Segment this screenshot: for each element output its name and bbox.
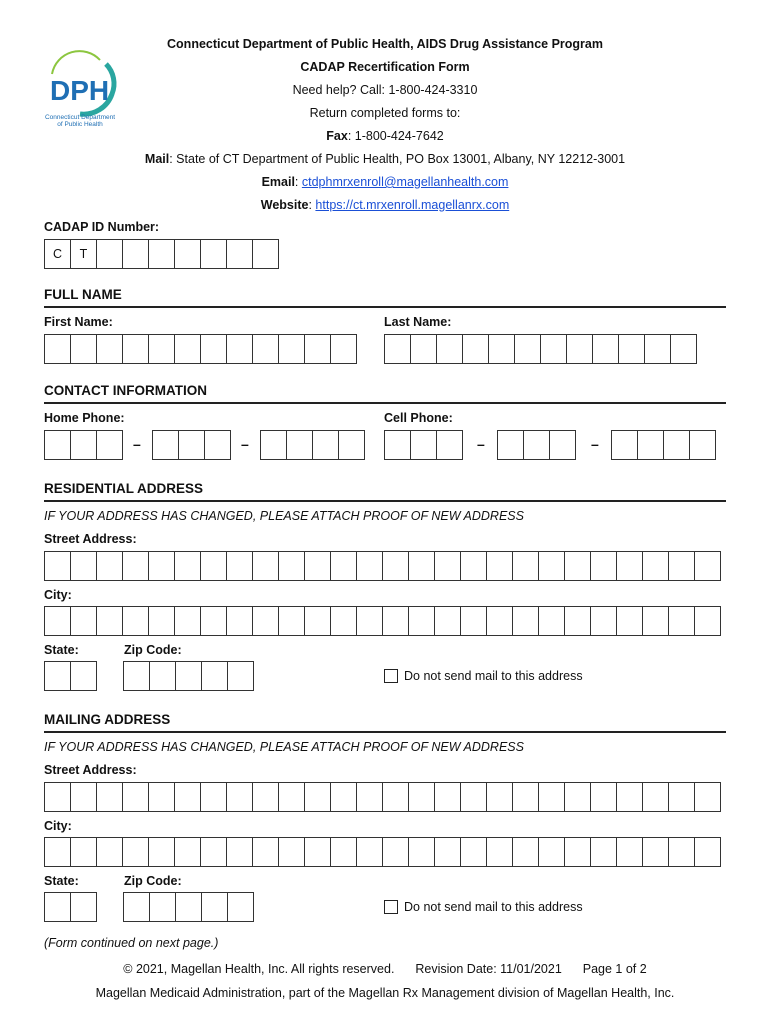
char-box[interactable]: [590, 837, 617, 867]
mail-city-input[interactable]: [44, 837, 721, 867]
char-box[interactable]: [70, 430, 97, 460]
char-box[interactable]: [44, 606, 71, 636]
website-line: [0, 197, 770, 213]
full-name-title: FULL NAME: [44, 287, 122, 302]
char-box[interactable]: [642, 551, 669, 581]
char-box[interactable]: [278, 334, 305, 364]
cell-phone-prefix[interactable]: [497, 430, 576, 460]
char-box[interactable]: [618, 334, 645, 364]
cadap-id-cell: T: [70, 239, 97, 269]
char-box[interactable]: [592, 334, 619, 364]
char-box[interactable]: [694, 606, 721, 636]
char-box[interactable]: [70, 892, 97, 922]
res-no-mail-label: Do not send mail to this address: [404, 669, 583, 683]
logo-caption-1: Connecticut Department: [44, 114, 116, 121]
org-title: Connecticut Department of Public Health, AIDS Drug Assistance Program: [167, 37, 603, 51]
logo-caption-2: of Public Health: [57, 121, 103, 128]
char-box[interactable]: [486, 551, 513, 581]
res-zip-input[interactable]: [123, 661, 254, 691]
footer-copyright: © 2021, Magellan Health, Inc. All rights reserved.: [123, 962, 395, 976]
char-box[interactable]: [460, 782, 487, 812]
mail-no-mail-label: Do not send mail to this address: [404, 900, 583, 914]
res-city-input[interactable]: [44, 606, 721, 636]
char-box[interactable]: [549, 430, 576, 460]
char-box[interactable]: [70, 334, 97, 364]
char-box[interactable]: [356, 837, 383, 867]
char-box[interactable]: [304, 334, 331, 364]
char-box[interactable]: [434, 551, 461, 581]
home-phone-dash: –: [133, 436, 141, 452]
cadap-id-cell[interactable]: [226, 239, 253, 269]
mail-no-mail-checkbox[interactable]: [384, 900, 398, 914]
char-box[interactable]: [252, 606, 279, 636]
mail-state-input[interactable]: [44, 892, 97, 922]
char-box[interactable]: [382, 551, 409, 581]
char-box[interactable]: [338, 430, 365, 460]
char-box[interactable]: [44, 837, 71, 867]
footer-revision: Revision Date: 11/01/2021: [415, 962, 562, 976]
char-box[interactable]: [642, 606, 669, 636]
char-box[interactable]: [96, 551, 123, 581]
char-box[interactable]: [278, 606, 305, 636]
char-box[interactable]: [304, 837, 331, 867]
char-box[interactable]: [44, 334, 71, 364]
cell-phone-label: Cell Phone:: [384, 411, 453, 425]
char-box[interactable]: [644, 334, 671, 364]
email-sep: :: [294, 175, 302, 189]
char-box[interactable]: [96, 430, 123, 460]
char-box[interactable]: [122, 782, 149, 812]
char-box[interactable]: [668, 606, 695, 636]
home-phone-label: Home Phone:: [44, 411, 125, 425]
char-box[interactable]: [123, 661, 150, 691]
char-box[interactable]: [122, 606, 149, 636]
char-box[interactable]: [436, 430, 463, 460]
char-box[interactable]: [382, 782, 409, 812]
char-box[interactable]: [668, 551, 695, 581]
fax-label: Fax: [326, 129, 348, 143]
char-box[interactable]: [148, 606, 175, 636]
char-box[interactable]: [538, 551, 565, 581]
char-box[interactable]: [663, 430, 690, 460]
char-box[interactable]: [694, 782, 721, 812]
char-box[interactable]: [122, 334, 149, 364]
last-name-label: Last Name:: [384, 315, 452, 329]
mail-line: [0, 151, 770, 167]
char-box[interactable]: [434, 782, 461, 812]
char-box[interactable]: [122, 551, 149, 581]
char-box[interactable]: [44, 782, 71, 812]
mail-label: Mail: [144, 152, 170, 166]
char-box[interactable]: [227, 892, 254, 922]
char-box[interactable]: [70, 606, 97, 636]
mail-zip-label: Zip Code:: [124, 874, 182, 888]
char-box[interactable]: [70, 661, 97, 691]
char-box[interactable]: [330, 551, 357, 581]
char-box[interactable]: [148, 837, 175, 867]
char-box[interactable]: [70, 782, 97, 812]
char-box[interactable]: [356, 551, 383, 581]
char-box[interactable]: [200, 782, 227, 812]
char-box[interactable]: [44, 661, 71, 691]
char-box[interactable]: [408, 782, 435, 812]
char-box[interactable]: [148, 782, 175, 812]
mailing-note: IF YOUR ADDRESS HAS CHANGED, PLEASE ATTACH PROOF OF NEW ADDRESS: [44, 740, 524, 754]
cell-phone-area[interactable]: [384, 430, 463, 460]
char-box[interactable]: [226, 606, 253, 636]
mail-value: : State of CT Department of Public Health, PO Box 13001, Albany, NY 12212-3001: [169, 152, 626, 166]
char-box[interactable]: [384, 430, 411, 460]
first-name-input[interactable]: [44, 334, 357, 364]
char-box[interactable]: [668, 837, 695, 867]
char-box[interactable]: [689, 430, 716, 460]
res-state-input[interactable]: [44, 661, 97, 691]
char-box[interactable]: [460, 837, 487, 867]
char-box[interactable]: [200, 551, 227, 581]
res-street-input[interactable]: [44, 551, 721, 581]
last-name-input[interactable]: [384, 334, 697, 364]
char-box[interactable]: [148, 551, 175, 581]
contact-rule: [44, 402, 726, 404]
website-sep: :: [308, 198, 316, 212]
char-box[interactable]: [590, 606, 617, 636]
char-box[interactable]: [226, 782, 253, 812]
char-box[interactable]: [616, 782, 643, 812]
return-line: Return completed forms to:: [309, 106, 461, 120]
char-box[interactable]: [252, 782, 279, 812]
char-box[interactable]: [410, 334, 437, 364]
char-box[interactable]: [44, 430, 71, 460]
char-box[interactable]: [252, 551, 279, 581]
cell-phone-dash: –: [477, 436, 485, 452]
char-box[interactable]: [408, 551, 435, 581]
char-box[interactable]: [486, 782, 513, 812]
char-box[interactable]: [694, 837, 721, 867]
char-box[interactable]: [201, 661, 228, 691]
char-box[interactable]: [227, 661, 254, 691]
logo-text: DPH: [50, 75, 110, 106]
cell-phone-line[interactable]: [611, 430, 716, 460]
char-box[interactable]: [486, 837, 513, 867]
website-label: Website: [260, 198, 309, 212]
char-box[interactable]: [434, 606, 461, 636]
char-box[interactable]: [497, 430, 524, 460]
char-box[interactable]: [670, 334, 697, 364]
char-box[interactable]: [44, 551, 71, 581]
char-box[interactable]: [122, 837, 149, 867]
res-state-label: State:: [44, 643, 79, 657]
char-box[interactable]: [611, 430, 638, 460]
cadap-id-boxes[interactable]: [44, 239, 279, 269]
char-box[interactable]: [96, 606, 123, 636]
char-box[interactable]: [462, 334, 489, 364]
char-box[interactable]: [149, 892, 176, 922]
char-box[interactable]: [330, 606, 357, 636]
res-zip-label: Zip Code:: [124, 643, 182, 657]
char-box[interactable]: [590, 782, 617, 812]
char-box[interactable]: [523, 430, 550, 460]
full-name-rule: [44, 306, 726, 308]
char-box[interactable]: [616, 551, 643, 581]
char-box[interactable]: [226, 837, 253, 867]
char-box[interactable]: [330, 334, 357, 364]
home-phone-area[interactable]: [44, 430, 123, 460]
char-box[interactable]: [174, 334, 201, 364]
char-box[interactable]: [514, 334, 541, 364]
cadap-id-label: CADAP ID Number:: [44, 220, 160, 234]
char-box[interactable]: [434, 837, 461, 867]
res-city-label: City:: [44, 588, 72, 602]
char-box[interactable]: [44, 892, 71, 922]
cadap-id-cell[interactable]: [96, 239, 123, 269]
cadap-id-cell: C: [44, 239, 71, 269]
char-box[interactable]: [330, 782, 357, 812]
char-box[interactable]: [460, 551, 487, 581]
char-box[interactable]: [174, 837, 201, 867]
char-box[interactable]: [278, 837, 305, 867]
char-box[interactable]: [174, 551, 201, 581]
footer-line-1: [0, 962, 770, 976]
mailing-title: MAILING ADDRESS: [44, 712, 171, 727]
mail-state-label: State:: [44, 874, 79, 888]
char-box[interactable]: [252, 837, 279, 867]
char-box[interactable]: [330, 837, 357, 867]
char-box[interactable]: [70, 837, 97, 867]
contact-title: CONTACT INFORMATION: [44, 383, 207, 398]
res-no-mail-checkbox[interactable]: [384, 669, 398, 683]
char-box[interactable]: [278, 782, 305, 812]
home-phone-prefix[interactable]: [152, 430, 231, 460]
char-box[interactable]: [436, 334, 463, 364]
char-box[interactable]: [566, 334, 593, 364]
mailing-rule: [44, 731, 726, 733]
char-box[interactable]: [384, 334, 411, 364]
cadap-id-cell[interactable]: [200, 239, 227, 269]
char-box[interactable]: [304, 782, 331, 812]
char-box[interactable]: [512, 606, 539, 636]
char-box[interactable]: [174, 782, 201, 812]
help-line: Need help? Call: 1-800-424-3310: [292, 83, 478, 97]
char-box[interactable]: [538, 606, 565, 636]
char-box[interactable]: [637, 430, 664, 460]
char-box[interactable]: [460, 606, 487, 636]
char-box[interactable]: [304, 551, 331, 581]
website-link[interactable]: https://ct.mrxenroll.magellanrx.com: [315, 198, 510, 212]
cadap-id-cell[interactable]: [148, 239, 175, 269]
cadap-id-cell[interactable]: [122, 239, 149, 269]
char-box[interactable]: [178, 430, 205, 460]
char-box[interactable]: [204, 430, 231, 460]
footer-division: Magellan Medicaid Administration, part of the Magellan Rx Management division of Magellan Health, Inc.: [95, 986, 675, 1000]
char-box[interactable]: [512, 837, 539, 867]
char-box[interactable]: [278, 551, 305, 581]
char-box[interactable]: [148, 334, 175, 364]
char-box[interactable]: [540, 334, 567, 364]
char-box[interactable]: [512, 782, 539, 812]
char-box[interactable]: [590, 551, 617, 581]
mail-street-input[interactable]: [44, 782, 721, 812]
char-box[interactable]: [486, 606, 513, 636]
char-box[interactable]: [70, 551, 97, 581]
char-box[interactable]: [564, 782, 591, 812]
char-box[interactable]: [226, 551, 253, 581]
home-phone-dash: –: [241, 436, 249, 452]
char-box[interactable]: [538, 782, 565, 812]
char-box[interactable]: [356, 606, 383, 636]
char-box[interactable]: [512, 551, 539, 581]
char-box[interactable]: [538, 837, 565, 867]
char-box[interactable]: [408, 606, 435, 636]
first-name-label: First Name:: [44, 315, 113, 329]
char-box[interactable]: [616, 606, 643, 636]
continued-note: (Form continued on next page.): [44, 936, 219, 950]
char-box[interactable]: [694, 551, 721, 581]
mail-zip-input[interactable]: [123, 892, 254, 922]
char-box[interactable]: [252, 334, 279, 364]
char-box[interactable]: [410, 430, 437, 460]
cell-phone-dash: –: [591, 436, 599, 452]
char-box[interactable]: [149, 661, 176, 691]
residential-rule: [44, 500, 726, 502]
char-box[interactable]: [152, 430, 179, 460]
char-box[interactable]: [642, 782, 669, 812]
email-link[interactable]: ctdphmrxenroll@magellanhealth.com: [301, 175, 509, 189]
mail-street-label: Street Address:: [44, 763, 137, 777]
char-box[interactable]: [564, 551, 591, 581]
email-line: [0, 174, 770, 190]
fax-line: [0, 128, 770, 144]
cadap-id-cell[interactable]: [174, 239, 201, 269]
char-box[interactable]: [200, 334, 227, 364]
char-box[interactable]: [200, 837, 227, 867]
char-box[interactable]: [200, 606, 227, 636]
home-phone-line[interactable]: [260, 430, 365, 460]
char-box[interactable]: [356, 782, 383, 812]
char-box[interactable]: [96, 334, 123, 364]
char-box[interactable]: [123, 892, 150, 922]
footer-page: Page 1 of 2: [582, 962, 647, 976]
char-box[interactable]: [408, 837, 435, 867]
char-box[interactable]: [564, 837, 591, 867]
char-box[interactable]: [260, 430, 287, 460]
char-box[interactable]: [96, 837, 123, 867]
email-label: Email: [261, 175, 295, 189]
char-box[interactable]: [668, 782, 695, 812]
char-box[interactable]: [382, 837, 409, 867]
char-box[interactable]: [382, 606, 409, 636]
mail-city-label: City:: [44, 819, 72, 833]
fax-value: : 1-800-424-7642: [347, 129, 444, 143]
char-box[interactable]: [175, 892, 202, 922]
char-box[interactable]: [175, 661, 202, 691]
char-box[interactable]: [96, 782, 123, 812]
residential-title: RESIDENTIAL ADDRESS: [44, 481, 204, 496]
char-box[interactable]: [286, 430, 313, 460]
char-box[interactable]: [226, 334, 253, 364]
cadap-id-cell[interactable]: [252, 239, 279, 269]
char-box[interactable]: [616, 837, 643, 867]
char-box[interactable]: [201, 892, 228, 922]
char-box[interactable]: [174, 606, 201, 636]
char-box[interactable]: [564, 606, 591, 636]
res-street-label: Street Address:: [44, 532, 137, 546]
char-box[interactable]: [304, 606, 331, 636]
char-box[interactable]: [312, 430, 339, 460]
char-box[interactable]: [642, 837, 669, 867]
char-box[interactable]: [488, 334, 515, 364]
residential-note: IF YOUR ADDRESS HAS CHANGED, PLEASE ATTACH PROOF OF NEW ADDRESS: [44, 509, 524, 523]
form-title: CADAP Recertification Form: [300, 60, 470, 74]
